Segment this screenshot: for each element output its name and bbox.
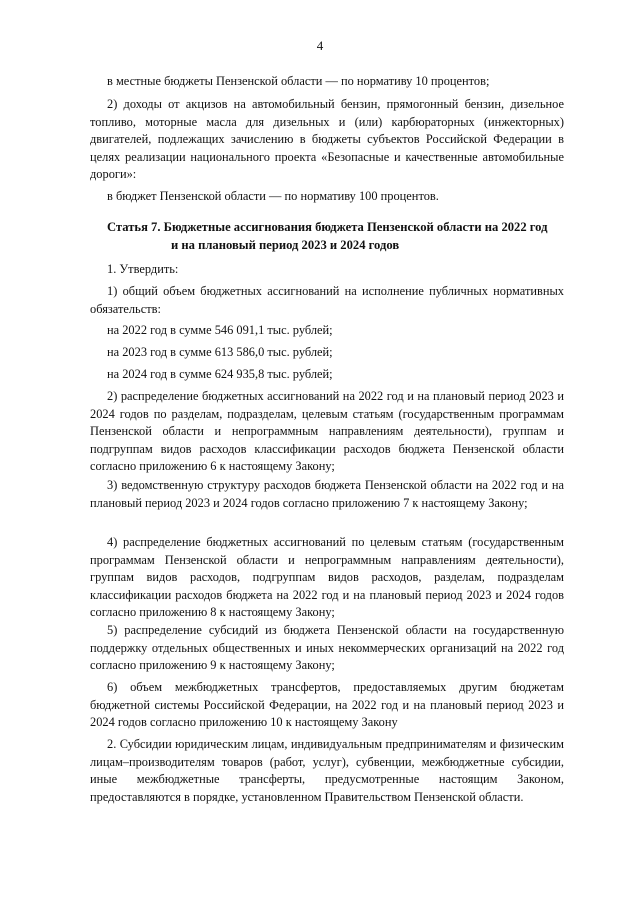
- paragraph-public-obligations: 1) общий объем бюджетных ассигнований на исполнение публичных нормативных обязательств:: [90, 284, 564, 316]
- paragraph-local-budgets: в местные бюджеты Пензенской области — по нормативу 10 процентов;: [107, 74, 490, 88]
- paragraph-approve: 1. Утвердить:: [107, 262, 179, 276]
- amount-2022: на 2022 год в сумме 546 091,1 тыс. рублей;: [107, 323, 333, 337]
- paragraph-subsidies-legal-entities: 2. Субсидии юридическим лицам, индивидуальным предпринимателям и физическим лицам–производителям товаров (работ, услуг), субвенции, межбюджетные субсидии, иные межбюджетные трансферты, предусмотренные настоящим Законом, предоставляются в порядке, установленном Правительством Пензенской области.: [90, 737, 564, 804]
- article-title-line-2: и на плановый период 2023 и 2024 годов: [171, 237, 400, 252]
- paragraph-target-articles: 4) распределение бюджетных ассигнований по целевым статьям (государственным программам Пензенской области и непрограммным направлениям деятельности), группам видов расходов, подгруппам видов расходов, разделам, подразделам классификации расходов бюджета на 2022 год и на плановый период 2023 и 2024 годов согласно приложению 8 к настоящему Закону;: [90, 535, 564, 619]
- page-number: 4: [316, 38, 324, 53]
- paragraph-subsidies-nonprofit: 5) распределение субсидий из бюджета Пензенской области на государственную поддержку отдельных общественных и иных некоммерческих организаций на 2022 год согласно приложению 9 к настоящему Закону;: [90, 623, 564, 672]
- paragraph-allocation-sections: 2) распределение бюджетных ассигнований на 2022 год и на плановый период 2023 и 2024 годов по разделам, подразделам, целевым статьям (государственным программам Пензенской области и непрограммным направлениям деятельности), группам и подгруппам видов расходов классификации расходов бюджета Пензенской области согласно приложению 6 к настоящему Закону;: [90, 389, 564, 473]
- article-title-line-1: Статья 7. Бюджетные ассигнования бюджета Пензенской области на 2022 год: [107, 220, 548, 234]
- paragraph-regional-budget: в бюджет Пензенской области — по нормативу 100 процентов.: [107, 189, 439, 203]
- amount-2024: на 2024 год в сумме 624 935,8 тыс. рублей;: [107, 367, 333, 381]
- amount-2023: на 2023 год в сумме 613 586,0 тыс. рублей;: [107, 345, 333, 359]
- paragraph-departmental-structure: 3) ведомственную структуру расходов бюджета Пензенской области на 2022 год и на плановый период 2023 и 2024 годов согласно приложению 7 к настоящему Закону;: [90, 478, 564, 510]
- article-title: [107, 219, 567, 254]
- paragraph-excise-income: 2) доходы от акцизов на автомобильный бензин, прямогонный бензин, дизельное топливо, моторные масла для дизельных и (или) карбюраторных (инжекторных) двигателей, подлежащих зачислению в бюджеты субъектов Российской Федерации в целях реализации национального проекта «Безопасные и качественные автомобильные дороги»:: [90, 97, 564, 181]
- paragraph-interbudget-transfers: 6) объем межбюджетных трансфертов, предоставляемых другим бюджетам бюджетной системы Российской Федерации, на 2022 год и на плановый период 2023 и 2024 годов согласно приложению 10 к настоящему Закону: [90, 680, 564, 729]
